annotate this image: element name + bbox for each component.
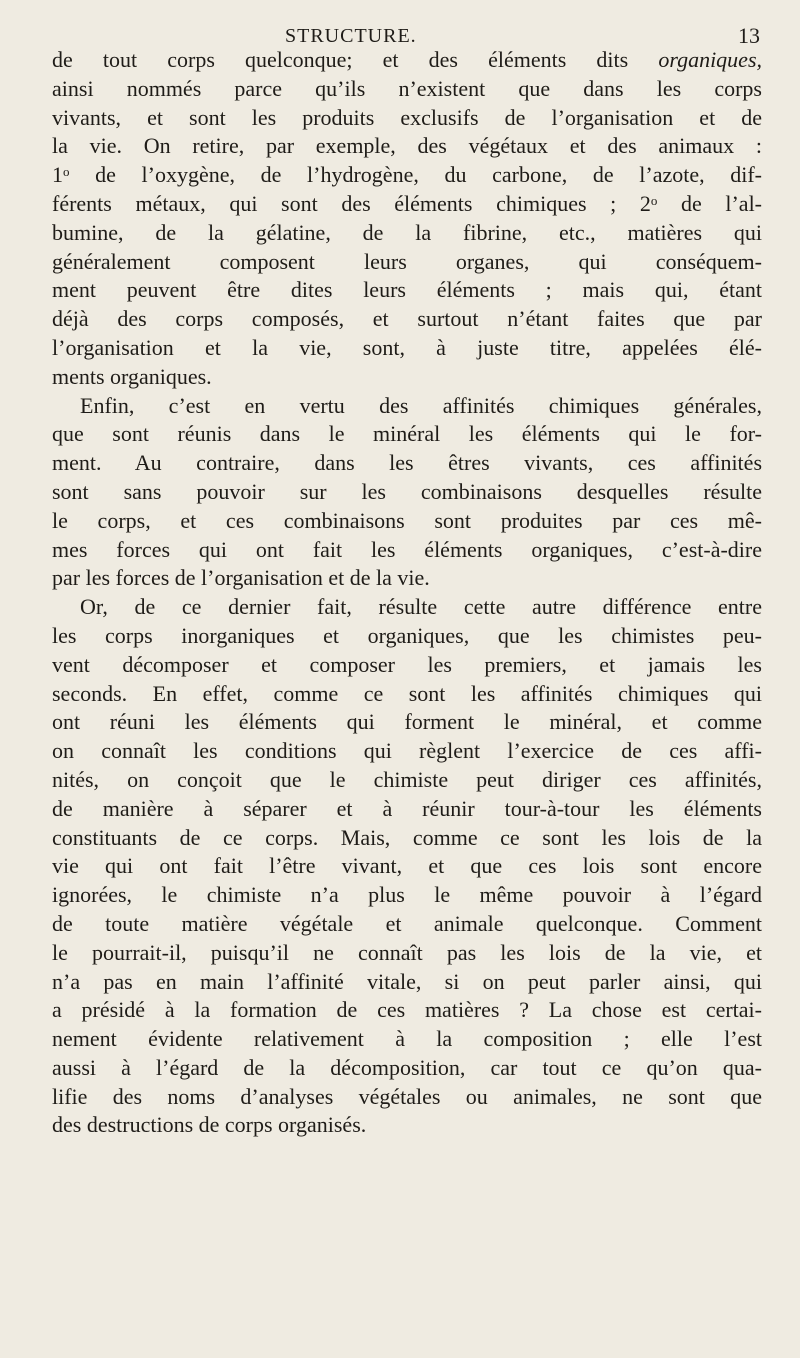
text-line: 1$^o$ de l’oxygène, de l’hydrogène, du carbone, de l’azote, dif- [52, 162, 762, 188]
text-line: mes forces qui ont fait les éléments organiques, c’est-à-dire [52, 536, 762, 562]
text-line: ment. Au contraire, dans les êtres vivants, ces affinités [52, 450, 762, 476]
text-line: nement évidente relativement à la composition ; elle l’est [52, 1026, 762, 1052]
text-line: le corps, et ces combinaisons sont produites par ces mê- [52, 507, 762, 533]
text-line: a présidé à la formation de ces matières ? La chose est certai- [52, 997, 762, 1023]
paragraph-3 [52, 593, 762, 1140]
text-line: l’organisation et la vie, sont, à juste titre, appelées élé- [52, 334, 762, 360]
text-line: aussi à l’égard de la décomposition, car tout ce qu’on qua- [52, 1054, 762, 1080]
text-line: bumine, de la gélatine, de la fibrine, etc., matières qui [52, 219, 762, 245]
text-line: déjà des corps composés, et surtout n’étant faites que par [52, 306, 762, 332]
text-line: de toute matière végétale et animale quelconque. Comment [52, 910, 762, 936]
text-line: des destructions de corps organisés. [52, 1112, 367, 1138]
text-line: ont réuni les éléments qui forment le minéral, et comme [52, 709, 762, 735]
text-line: vie qui ont fait l’être vivant, et que ces lois sont encore [52, 853, 762, 879]
text-line: ainsi nommés parce qu’ils n’existent que dans les corps [52, 75, 762, 101]
text-line: par les forces de l’organisation et de la vie. [52, 565, 430, 591]
text-line: on connaît les conditions qui règlent l’exercice de ces affi- [52, 738, 762, 764]
text-line: seconds. En effet, comme ce sont les affinités chimiques qui [52, 680, 762, 706]
italic-term: organiques, [658, 47, 763, 72]
text-line: nités, on conçoit que le chimiste peut diriger ces affinités, [52, 766, 762, 792]
text-line: ments organiques. [52, 363, 212, 389]
paragraph-1 [52, 46, 762, 392]
text-line: constituants de ce corps. Mais, comme ce sont les lois de la [52, 824, 762, 850]
text-line: ignorées, le chimiste n’a plus le même pouvoir à l’égard [52, 882, 762, 908]
text-line: lifie des noms d’analyses végétales ou animales, ne sont que [52, 1083, 762, 1109]
paragraph-2 [52, 392, 762, 594]
body-text [52, 46, 762, 1140]
text-line: que sont réunis dans le minéral les éléments qui le for- [52, 421, 762, 447]
text-line: n’a pas en main l’affinité vitale, si on peut parler ainsi, qui [52, 968, 762, 994]
text-line: la vie. On retire, par exemple, des végétaux et des animaux : [52, 133, 762, 159]
text-line: vivants, et sont les produits exclusifs de l’organisation et de [52, 104, 762, 130]
text-line: sont sans pouvoir sur les combinaisons desquelles résulte [52, 478, 762, 504]
text-line: férents métaux, qui sont des éléments chimiques ; 2$^o$ de l’al- [52, 190, 763, 216]
running-title: STRUCTURE. [285, 25, 417, 47]
text-line: le pourrait-il, puisqu’il ne connaît pas les lois de la vie, et [52, 939, 762, 965]
running-head [0, 4, 800, 48]
text-line: généralement composent leurs organes, qui conséquem- [52, 248, 762, 274]
text-line: ment peuvent être dites leurs éléments ; mais qui, étant [52, 277, 762, 303]
text-line: Enfin, c’est en vertu des affinités chimiques générales, [80, 392, 762, 418]
ordinal-number: 1 [52, 162, 63, 188]
text-line: de tout corps quelconque; et des éléments dits organiques, [52, 47, 763, 72]
page-number: 13 [738, 23, 760, 48]
text-line: vent décomposer et composer les premiers, et jamais les [52, 651, 762, 677]
text-line: de manière à séparer et à réunir tour-à-tour les éléments [52, 795, 762, 821]
ordinal-superscript: o [650, 192, 658, 208]
ordinal-superscript: o [63, 164, 70, 180]
text-line: les corps inorganiques et organiques, que les chimistes peu- [52, 622, 762, 648]
text-line: Or, de ce dernier fait, résulte cette autre différence entre [80, 594, 762, 620]
